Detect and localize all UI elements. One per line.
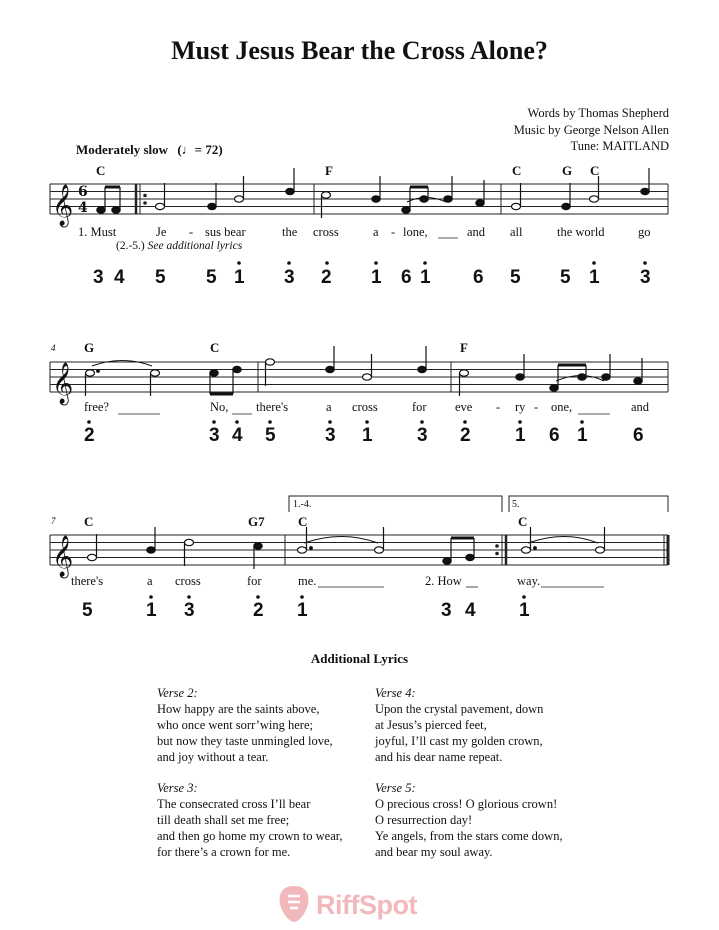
- lyric: eve: [455, 400, 473, 414]
- verse-block: [375, 781, 563, 860]
- scale-degree: 1: [297, 600, 308, 621]
- verse-ref-note: See additional lyrics: [147, 240, 243, 252]
- verse-line: and joy without a tear.: [157, 750, 269, 764]
- time-signature-bottom: 4: [78, 200, 88, 216]
- music-credit: Music by George Nelson Allen: [513, 123, 669, 137]
- scale-degree: 1: [519, 600, 530, 621]
- tempo-marking: Moderately slow (♩= 72): [76, 142, 223, 157]
- scale-degree: 2: [460, 425, 471, 446]
- verse-line: and bear my soul away.: [375, 845, 493, 859]
- verse-block: [157, 686, 333, 765]
- lyric: the: [282, 225, 298, 239]
- scale-degree: 1: [577, 425, 588, 446]
- scale-degree: 1: [362, 425, 373, 446]
- chord-symbol: C: [84, 514, 94, 529]
- scale-degree: 5: [206, 267, 217, 288]
- page-title: Must Jesus Bear the Cross Alone?: [171, 36, 548, 65]
- chord-symbol: F: [460, 340, 468, 355]
- lyric: a: [373, 225, 379, 239]
- scale-degree: 3: [93, 267, 104, 288]
- chord-symbol: C: [512, 163, 522, 178]
- lyric: me.: [298, 574, 317, 588]
- verse-ref-label: (2.-5.): [116, 240, 145, 252]
- lyric: 1. Must: [78, 225, 117, 239]
- lyric: free?: [84, 400, 109, 414]
- scale-degree: 1: [515, 425, 526, 446]
- scale-degree: 3: [417, 425, 428, 446]
- lyric: 2. How: [425, 574, 462, 588]
- words-credit: Words by Thomas Shepherd: [527, 106, 669, 120]
- scale-degree: 5: [560, 267, 571, 288]
- measure-number: 7: [51, 516, 56, 526]
- ending-1: 1.-4.: [293, 499, 312, 510]
- lyric: lone,: [403, 225, 428, 239]
- lyric: a: [147, 574, 153, 588]
- verse-label: Verse 5:: [375, 781, 416, 795]
- chord-symbol: F: [325, 163, 333, 178]
- verse-block: [375, 686, 543, 765]
- lyric: and: [467, 225, 486, 239]
- verse-line: at Jesus’s pierced feet,: [375, 718, 487, 732]
- scale-degree: 4: [465, 600, 476, 621]
- tune-credit: Tune: MAITLAND: [570, 139, 669, 153]
- verse-line: How happy are the saints above,: [157, 702, 320, 716]
- scale-degree: 1: [146, 600, 157, 621]
- verse-label: Verse 4:: [375, 686, 416, 700]
- lyric-verse-ref: [116, 240, 242, 252]
- verse-line: Upon the crystal pavement, down: [375, 702, 544, 716]
- lyric: go: [638, 225, 651, 239]
- lyric: sus bear: [205, 225, 246, 239]
- lyric: cross: [313, 225, 339, 239]
- lyric: there's: [71, 574, 104, 588]
- verse-line: and then go home my crown to wear,: [157, 829, 343, 843]
- verse-label: Verse 3:: [157, 781, 198, 795]
- scale-degree: 6: [401, 267, 412, 288]
- lyric: ry: [515, 400, 526, 414]
- lyric-hyphen: -: [534, 400, 539, 414]
- verse-label: Verse 2:: [157, 686, 198, 700]
- scale-degree: 5: [155, 267, 166, 288]
- lyric: and: [631, 400, 650, 414]
- scale-degree: 3: [184, 600, 195, 621]
- scale-degree: 5: [265, 425, 276, 446]
- lyric: one,: [551, 400, 573, 414]
- scale-degree: 6: [633, 425, 644, 446]
- verse-line: but now they taste unmingled love,: [157, 734, 333, 748]
- lyric: for: [247, 574, 262, 588]
- scale-degree: 4: [232, 425, 243, 446]
- lyric-hyphen: -: [496, 400, 501, 414]
- scale-degree: 1: [589, 267, 600, 288]
- verse-line: O resurrection day!: [375, 813, 473, 827]
- lyric: there's: [256, 400, 289, 414]
- additional-lyrics-title: Additional Lyrics: [310, 651, 409, 666]
- scale-degree: 2: [84, 425, 95, 446]
- scale-degree: 1: [371, 267, 382, 288]
- scale-degree: 5: [510, 267, 521, 288]
- time-signature-top: 6: [78, 184, 88, 200]
- scale-degree: 2: [253, 600, 264, 621]
- quarter-note-icon: ♩: [181, 142, 195, 157]
- lyric: the world: [557, 225, 605, 239]
- scale-degree: 3: [441, 600, 452, 621]
- verse-block: [157, 781, 343, 860]
- riffspot-logo-text: RiffSpot: [316, 890, 417, 920]
- scale-degree: 2: [321, 267, 332, 288]
- lyric: cross: [175, 574, 201, 588]
- chord-symbol: C: [590, 163, 600, 178]
- scale-degree: 3: [209, 425, 220, 446]
- treble-clef-icon: 𝄞: [52, 185, 74, 226]
- verse-line: who once went sorr’wing here;: [157, 718, 313, 732]
- tempo-bpm: 72: [205, 142, 219, 157]
- scale-degree: 5: [82, 600, 93, 621]
- lyric: all: [510, 225, 523, 239]
- lyric: for: [412, 400, 427, 414]
- riffspot-logo-icon: [276, 884, 312, 924]
- verse-line: for there’s a crown for me.: [157, 845, 291, 859]
- lyric: a: [326, 400, 332, 414]
- lyric: cross: [352, 400, 378, 414]
- tempo-text: Moderately slow: [76, 142, 169, 157]
- verse-line: joyful, I’ll cast my golden crown,: [375, 734, 543, 748]
- verse-line: till death shall set me free;: [157, 813, 290, 827]
- chord-symbol: G: [84, 340, 95, 355]
- chord-symbol: G7: [248, 514, 265, 529]
- lyric: Je: [156, 225, 167, 239]
- chord-symbol: G: [562, 163, 573, 178]
- lyric-hyphen: -: [189, 225, 194, 239]
- chord-symbol: C: [298, 514, 308, 529]
- verse-line: O precious cross! O glorious crown!: [375, 797, 558, 811]
- measure-number: 4: [51, 343, 56, 353]
- scale-degree: 1: [234, 267, 245, 288]
- scale-degree: 6: [473, 267, 484, 288]
- treble-clef-icon: 𝄞: [52, 363, 74, 404]
- lyric: No,: [210, 400, 229, 414]
- ending-2: 5.: [512, 499, 520, 510]
- scale-degree: 1: [420, 267, 431, 288]
- verse-line: Ye angels, from the stars come down,: [375, 829, 563, 843]
- lyric: way.: [517, 574, 541, 588]
- lyric-hyphen: -: [391, 225, 396, 239]
- chord-symbol: C: [210, 340, 220, 355]
- treble-clef-icon: 𝄞: [52, 536, 74, 577]
- verse-line: The consecrated cross I’ll bear: [157, 797, 311, 811]
- scale-degree: 6: [549, 425, 560, 446]
- scale-degree: 3: [325, 425, 336, 446]
- chord-symbol: C: [518, 514, 528, 529]
- scale-degree: 3: [640, 267, 651, 288]
- chord-symbol: C: [96, 163, 106, 178]
- scale-degree: 3: [284, 267, 295, 288]
- scale-degree: 4: [114, 267, 125, 288]
- verse-line: and his dear name repeat.: [375, 750, 503, 764]
